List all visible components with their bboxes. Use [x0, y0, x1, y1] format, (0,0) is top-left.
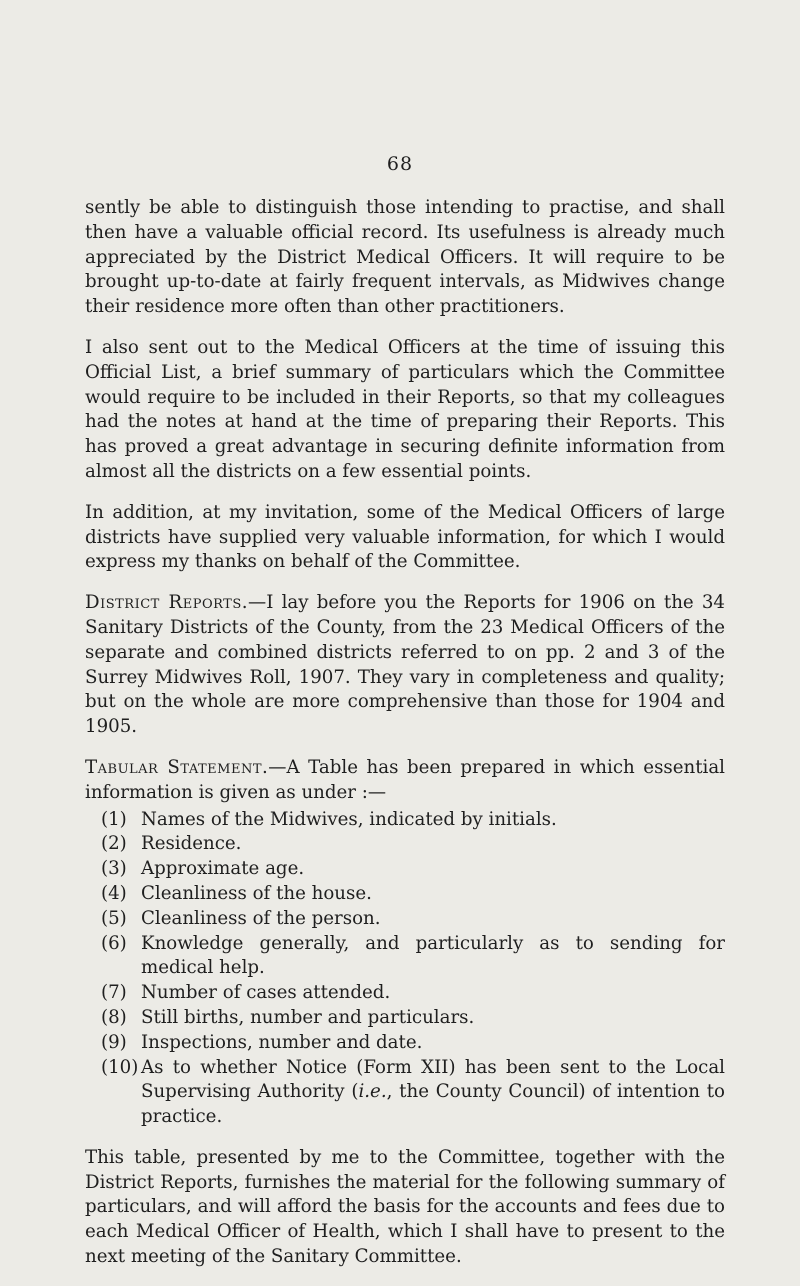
list-item — [101, 981, 725, 1006]
list-item-number: (9) — [101, 1031, 127, 1053]
paragraph-summary-of-particulars: I also sent out to the Medical Officers at the time of issuing this Official List, a brief summary of particulars which the Committee would require to be included in their Reports, so that my colleagues had the notes at hand at the time of preparing their Reports. This has proved a great advantage in securing definite information from almost all the districts on a few essential points. — [85, 336, 725, 482]
paragraph-additional-information: In addition, at my invitation, some of the Medical Officers of large districts have supplied very valuable information, for which I would express my thanks on behalf of the Committee. — [85, 501, 725, 573]
information-list — [85, 808, 725, 1130]
list-item-text: Names of the Midwives, indicated by initials. — [141, 808, 557, 830]
list-item — [101, 832, 725, 857]
list-item-number: (4) — [101, 882, 127, 904]
list-item-text: Cleanliness of the house. — [141, 882, 372, 904]
list-item — [101, 932, 725, 982]
paragraph-official-record: sently be able to distinguish those intending to practise, and shall then have a valuable official record. Its usefulness is already much appreciated by the District Medical Officers. It will require to be brought up-to-date at fairly frequent intervals, as Midwives change their residence more often than other practitioners. — [85, 197, 725, 318]
list-item-number: (1) — [101, 808, 127, 830]
list-item-text-italic: i.e. — [358, 1081, 387, 1103]
list-item-text: Approximate age. — [141, 858, 305, 880]
list-item-number: (3) — [101, 858, 127, 880]
list-item-text — [141, 1056, 725, 1130]
list-item-number: (8) — [101, 1006, 127, 1028]
list-item-text: Still births, number and particulars. — [141, 1006, 475, 1028]
list-item — [101, 808, 725, 833]
page-number: 68 — [386, 153, 414, 175]
list-item-number: (10) — [101, 1056, 139, 1078]
list-item-text: Residence. — [141, 833, 242, 855]
list-item-number: (7) — [101, 982, 127, 1004]
list-item-text: Number of cases attended. — [141, 982, 391, 1004]
list-item-number: (5) — [101, 907, 127, 929]
list-item-text-before: As to whether Notice (Form XII) has been sent to the Local Supervising Authority ( — [141, 1056, 725, 1103]
list-item-text: Inspections, number and date. — [141, 1031, 423, 1053]
list-item-text: Cleanliness of the person. — [141, 907, 381, 929]
page-body — [85, 196, 725, 1286]
tabular-statement-heading: Tabular Statement. — [85, 756, 269, 778]
paragraph-table-summary: This table, presented by me to the Committee, together with the District Reports, furnishes the material for the following summary of particulars, and will afford the basis for the accounts and fees due to each Medical Officer of Health, which I shall have to present to the next meeting of the Sanitary Committee. — [85, 1146, 725, 1268]
district-reports-heading: District Reports. — [85, 592, 249, 614]
list-item-text-after: , the County Council) of intention to practice. — [141, 1081, 725, 1128]
tabular-statement-text: —A Table has been prepared in which essential information is given as under :— — [85, 756, 725, 803]
list-item-text: Knowledge generally, and particularly as to sending for medical help. — [141, 932, 725, 979]
list-item — [101, 1031, 725, 1056]
list-item — [101, 857, 725, 882]
district-reports-text: —I lay before you the Reports for 1906 on the 34 Sanitary Districts of the County, from the 23 Medical Officers of the separate and combined districts referred to on pp. 2 and 3 of the Surrey Midwives Roll, 1907. They vary in completeness and quality; but on the whole are more comprehensive than those for 1904 and 1905. — [85, 592, 726, 738]
list-item — [101, 907, 725, 932]
list-item — [101, 1056, 725, 1130]
paragraph-district-reports — [85, 591, 725, 740]
list-item — [101, 1006, 725, 1031]
list-item-number: (6) — [101, 932, 127, 954]
paragraph-tabular-statement — [85, 756, 725, 806]
list-item-number: (2) — [101, 833, 127, 855]
list-item — [101, 882, 725, 907]
